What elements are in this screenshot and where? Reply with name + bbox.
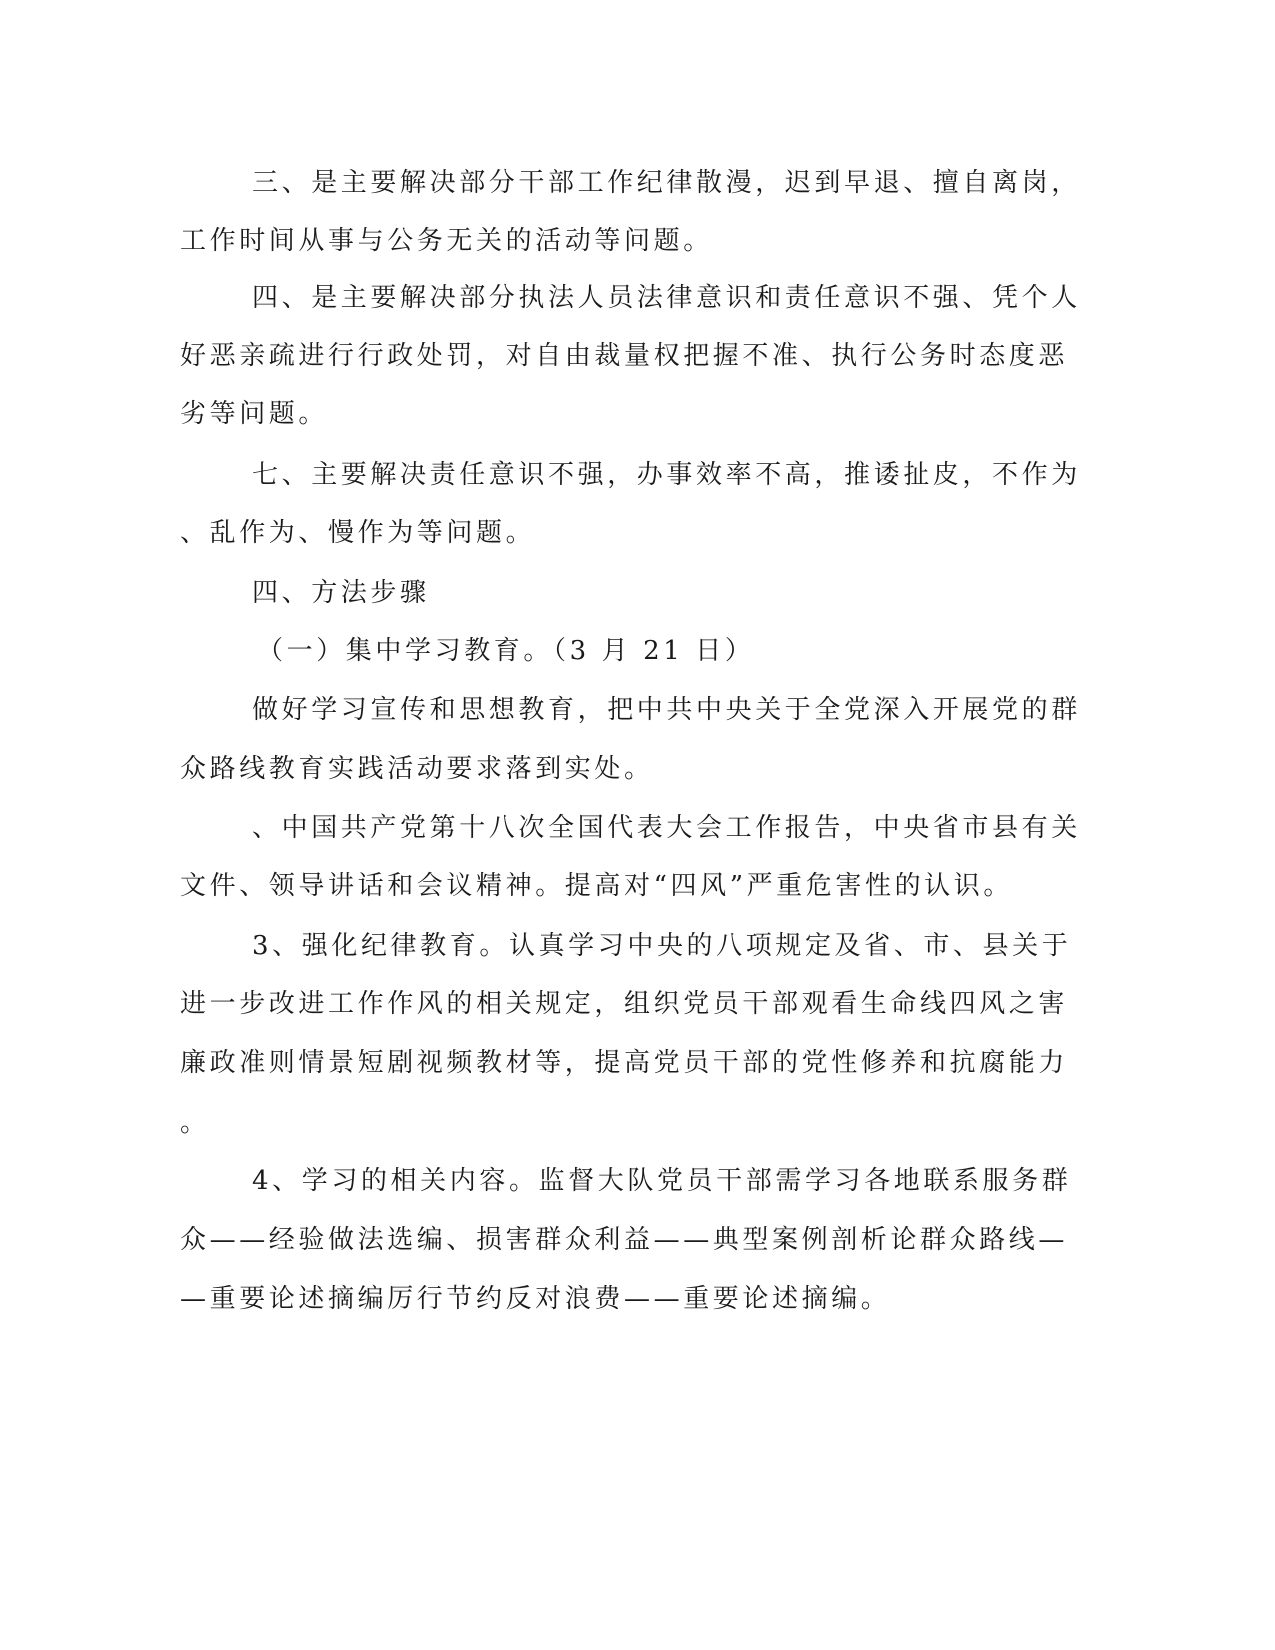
paragraph-report-line-1: 、中国共产党第十八次全国代表大会工作报告，中央省市县有关 — [252, 813, 1081, 843]
paragraph-4-line-3: 劣等问题。 — [180, 399, 329, 429]
paragraph-content-line-2: 众——经验做法选编、损害群众利益——典型案例剖析论群众路线— — [180, 1225, 1069, 1255]
paragraph-discipline-line-1: 3、强化纪律教育。认真学习中央的八项规定及省、市、县关于 — [252, 931, 1072, 961]
paragraph-4-line-2: 好恶亲疏进行行政处罚，对自由裁量权把握不准、执行公务时态度恶 — [180, 341, 1069, 371]
paragraph-3-line-2: 工作时间从事与公务无关的活动等问题。 — [180, 226, 713, 256]
paragraph-content-line-3: —重要论述摘编厉行节约反对浪费——重要论述摘编。 — [180, 1284, 891, 1314]
paragraph-3-line-1: 三、是主要解决部分干部工作纪律散漫，迟到早退、擅自离岗， — [252, 168, 1081, 198]
section-heading-methods: 四、方法步骤 — [252, 578, 430, 608]
paragraph-study-line-2: 众路线教育实践活动要求落到实处。 — [180, 754, 654, 784]
paragraph-discipline-line-2: 进一步改进工作作风的相关规定，组织党员干部观看生命线四风之害 — [180, 989, 1069, 1019]
paragraph-discipline-line-3: 廉政准则情景短剧视频教材等，提高党员干部的党性修养和抗腐能力 — [180, 1048, 1069, 1078]
paragraph-study-line-1: 做好学习宣传和思想教育，把中共中央关于全党深入开展党的群 — [252, 695, 1081, 725]
paragraph-content-line-1: 4、学习的相关内容。监督大队党员干部需学习各地联系服务群 — [252, 1166, 1072, 1196]
paragraph-4-line-1: 四、是主要解决部分执法人员法律意识和责任意识不强、凭个人 — [252, 283, 1081, 313]
subsection-heading-study: （一）集中学习教育。（3 月 21 日） — [257, 636, 755, 666]
paragraph-7-line-1: 七、主要解决责任意识不强，办事效率不高，推诿扯皮，不作为 — [252, 460, 1081, 490]
paragraph-7-line-2: 、乱作为、慢作为等问题。 — [180, 518, 536, 548]
paragraph-report-line-2: 文件、领导讲话和会议精神。提高对“四风”严重危害性的认识。 — [180, 871, 1013, 901]
paragraph-discipline-line-4: 。 — [180, 1108, 210, 1138]
